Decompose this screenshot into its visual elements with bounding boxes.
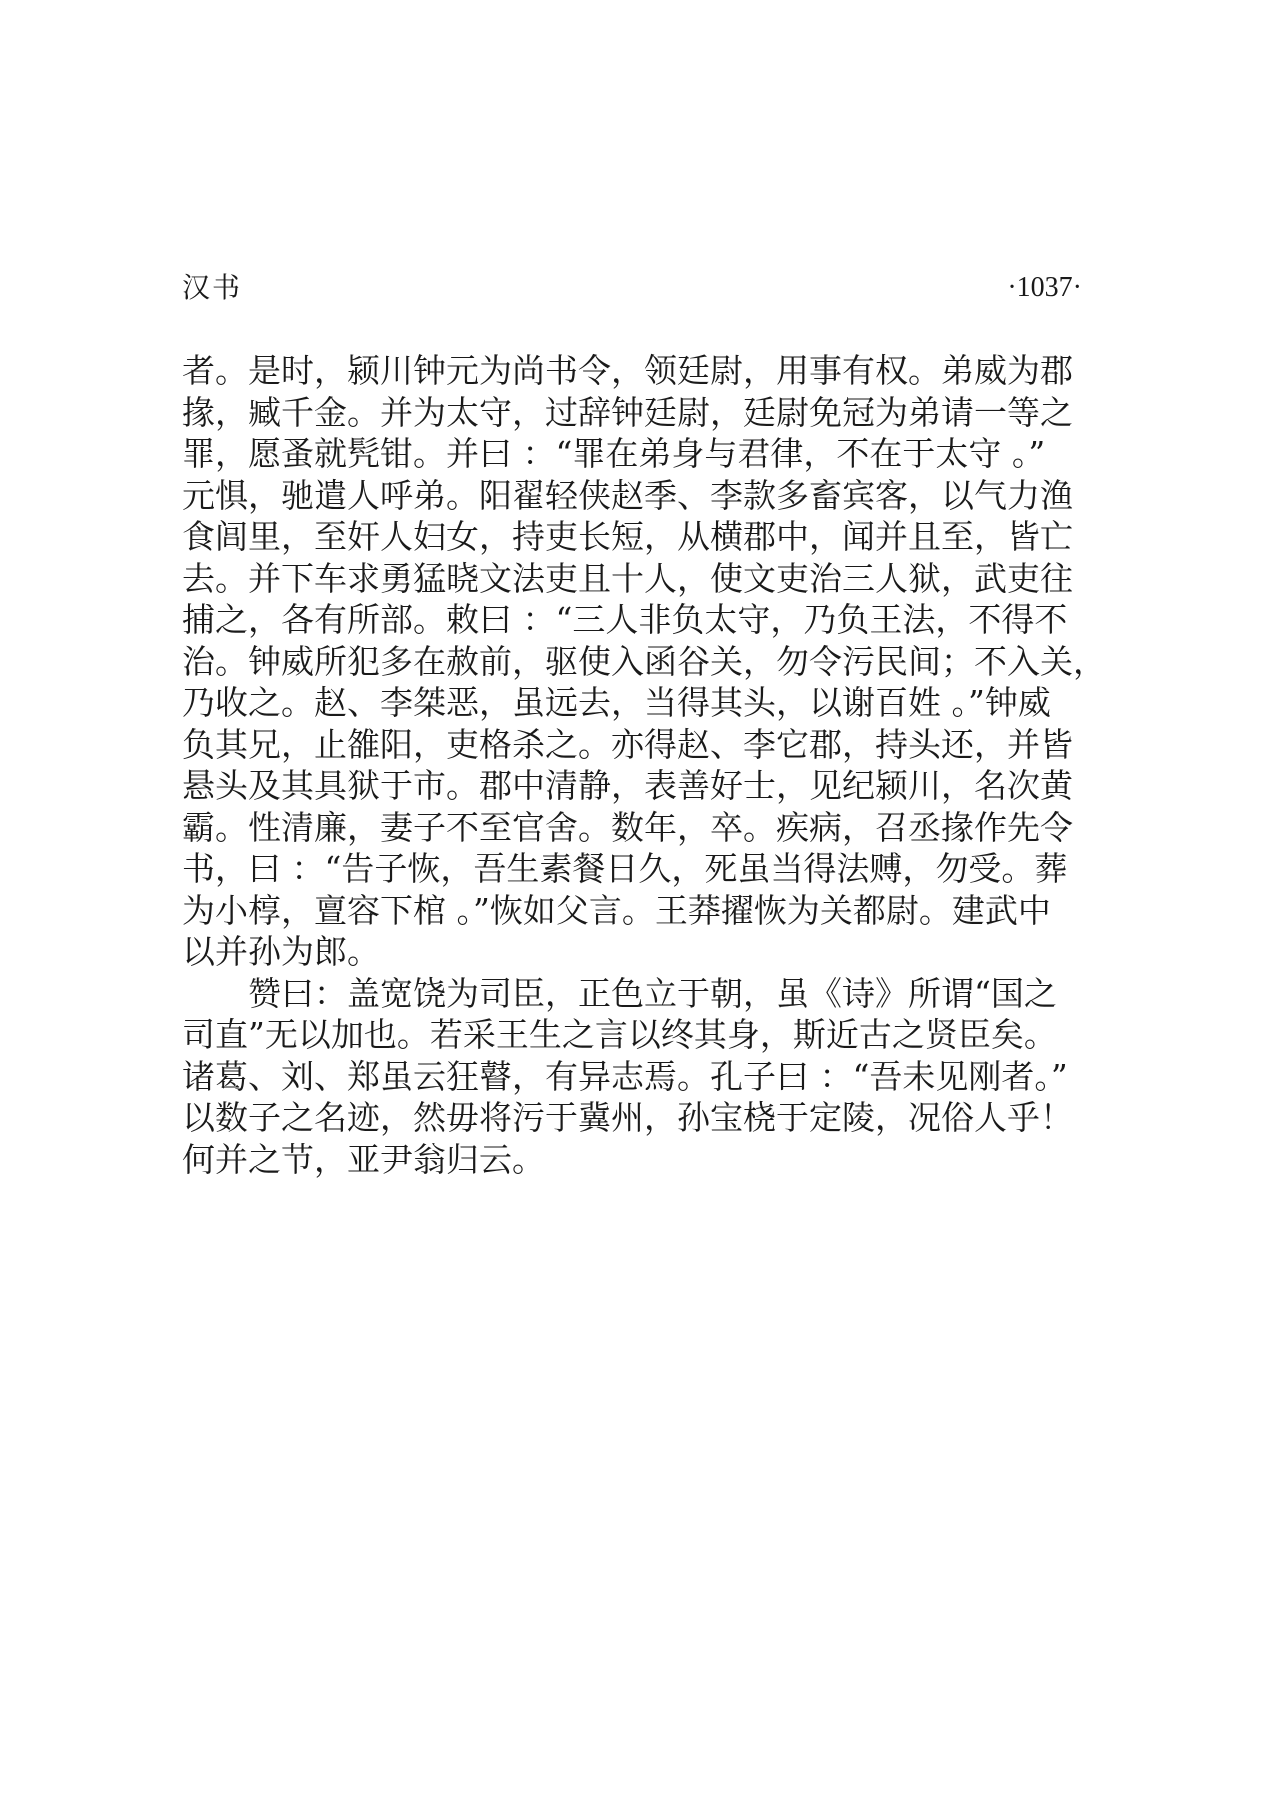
text-line: 霸。性清廉，妻子不至官舍。数年，卒。疾病，召丞掾作先令 (182, 807, 1073, 847)
text-line: 捕之，各有所部。敕曰 ：“三人非负太守，乃负王法，不得不 (182, 600, 1068, 639)
running-title: 汉书 (182, 271, 243, 304)
text-line: 为小椁，亶容下棺 。”恢如父言。王莽擢恢为关都尉。建武中 (182, 890, 1051, 930)
text-line: 治。钟威所犯多在赦前，驱使入函谷关，勿令污民间；不入关， (182, 641, 1106, 681)
page-number: ·1037· (1007, 272, 1082, 303)
text-line: 元惧，驰遣人呼弟。阳翟轻侠赵季、李款多畜宾客，以气力渔 (182, 475, 1073, 515)
text-line: 司直”无以加也。若采王生之言以终其身，斯近古之贤臣矣。 (182, 1015, 1057, 1054)
text-line: 悬头及其具狱于市。郡中清静，表善好士，见纪颍川，名次黄 (182, 766, 1073, 805)
text-line: 去。并下车求勇猛晓文法吏且十人，使文吏治三人狱，武吏往 (182, 558, 1073, 598)
text-line: 何并之节，亚尹翁归云。 (182, 1139, 545, 1179)
text-line: 掾，臧千金。并为太守，过辞钟廷尉，廷尉免冠为弟请一等之 (182, 392, 1073, 432)
text-line: 者。是时，颍川钟元为尚书令，领廷尉，用事有权。弟威为郡 (182, 351, 1073, 390)
text-line: 食闾里，至奸人妇女，持吏长短，从横郡中，闻并且至，皆亡 (182, 517, 1073, 556)
page-header (182, 268, 1082, 308)
text-line: 以并孙为郎。 (182, 932, 380, 971)
text-line: 罪，愿蚤就髠钳。并曰 ：“罪在弟身与君律，不在于太守 。” (182, 434, 1046, 473)
text-line: 书，曰 ：“告子恢，吾生素餐日久，死虽当得法赙，勿受。葬 (182, 849, 1068, 888)
text-line: 负其兄，止雒阳，吏格杀之。亦得赵、李它郡，持头还，并皆 (182, 724, 1073, 764)
body-text (182, 350, 1106, 1180)
text-line: 乃收之。赵、李桀恶，虽远去，当得其头，以谢百姓 。”钟威 (182, 683, 1051, 722)
text-line-paragraph-start: 赞曰：盖宽饶为司臣，正色立于朝，虽《诗》所谓“国之 (248, 973, 1057, 1013)
text-line: 以数子之名迹，然毋将污于冀州，孙宝桡于定陵，况俗人乎！ (182, 1098, 1073, 1137)
text-line: 诸葛、刘、郑虽云狂瞽，有异志焉。孔子曰 ：“吾未见刚者。” (182, 1056, 1068, 1096)
